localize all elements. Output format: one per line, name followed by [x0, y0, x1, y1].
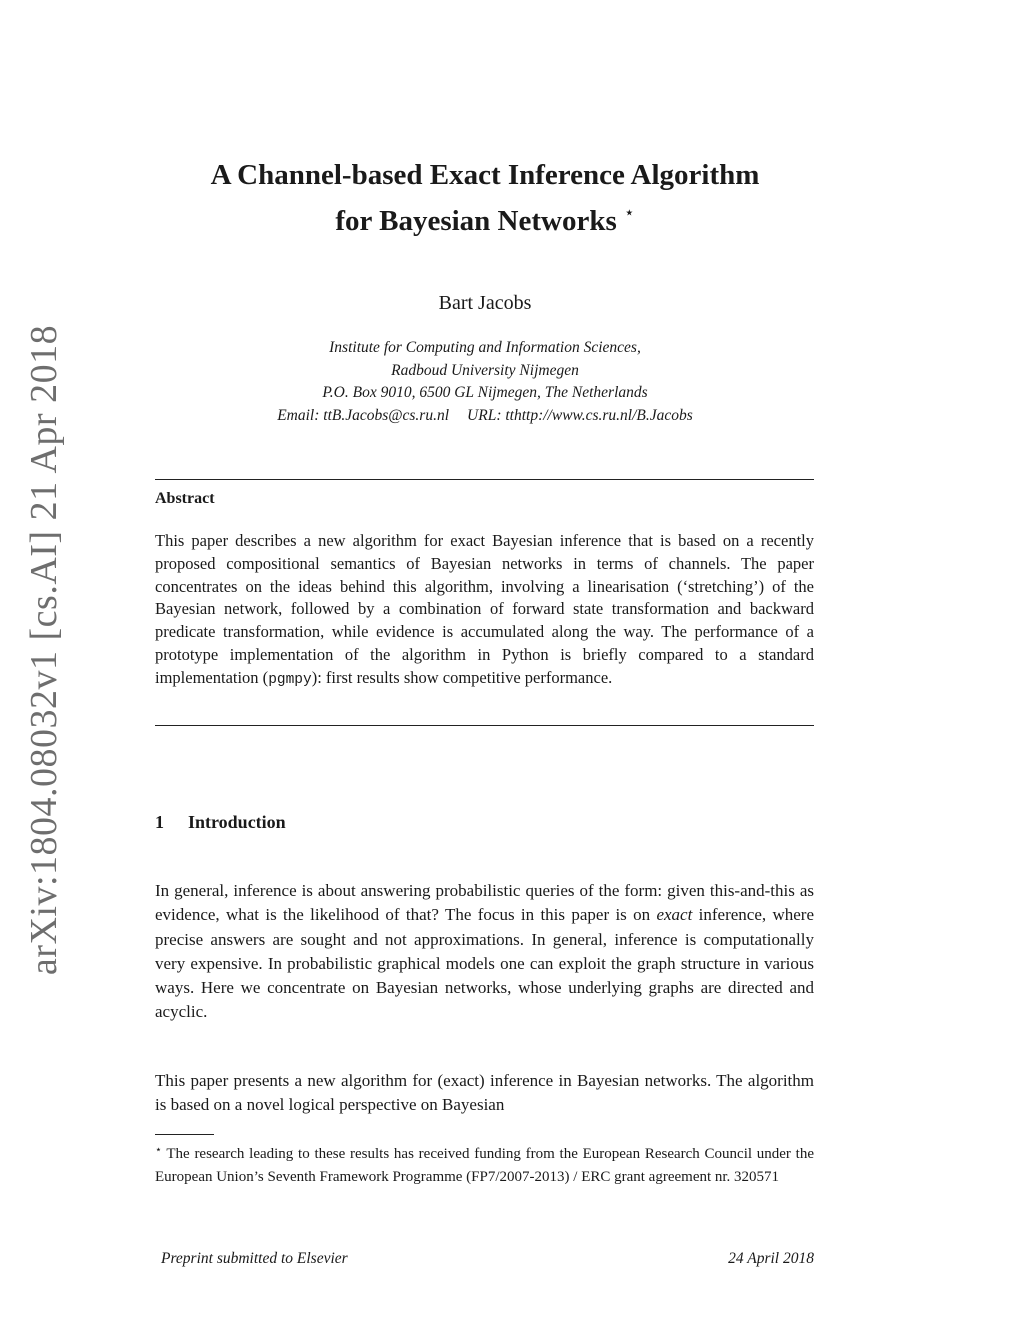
- intro-p1-emphasis: exact: [656, 905, 693, 925]
- affiliation-line-3: P.O. Box 9010, 6500 GL Nijmegen, The Netherlands: [322, 384, 648, 401]
- intro-paragraph-2: This paper presents a new algorithm for (exact) inference in Bayesian networks. The algorithm is based on a novel logical perspective on Bayesian: [155, 1071, 814, 1115]
- abstract-body: [155, 530, 814, 692]
- intro-p1-text-b: inference, where precise answers are sought and not approximations. In general, inference is computationally very expensive. In probabilistic graphical models one can exploit the graph structure in various ways. Here we concentrate on Bayesian networks, whose underlying graphs are directed and acyclic.: [155, 905, 815, 1022]
- footnote-rule: [155, 1134, 214, 1135]
- footer-preprint-note: Preprint submitted to Elsevier: [161, 1250, 348, 1267]
- title-line-2-text: for Bayesian Networks: [335, 205, 617, 237]
- footnote-text: The research leading to these results has received funding from the European Research Council under the European Union’s Seventh Framework Programme (FP7/2007-2013) / ERC grant agreement nr. 320571: [155, 1146, 814, 1185]
- author-email: Email: ttB.Jacobs@cs.ru.nl: [277, 406, 450, 424]
- abstract-bottom-rule: [155, 725, 814, 726]
- footnote: [155, 1139, 814, 1189]
- footnote-marker: ⋆: [155, 1144, 162, 1156]
- paper-title: [150, 157, 820, 240]
- author-url: URL: tthttp://www.cs.ru.nl/B.Jacobs: [467, 406, 693, 424]
- title-footnote-marker: ⋆: [623, 203, 635, 222]
- abstract-top-rule: [155, 479, 814, 480]
- abstract-heading: Abstract: [155, 490, 215, 507]
- section-number: 1: [155, 812, 164, 832]
- abstract-text-part-1: This paper describes a new algorithm for exact Bayesian inference that is based on a recently proposed compositional semantics of Bayesian networks in terms of channels. The paper concentrates on the ideas behind this algorithm, involving a linearisation (‘stretching’) of the Bayesian network, followed by a combination of forward state transformation and backward predicate transformation, while evidence is accumulated along the way. The performance of a prototype implementation of the algorithm in Python is briefly compared to a standard implementation (: [155, 531, 814, 687]
- affiliation-line-1: Institute for Computing and Information Sciences,: [329, 339, 641, 356]
- footer-date: 24 April 2018: [728, 1250, 814, 1267]
- abstract-text-part-2: ): first results show competitive performance.: [311, 667, 613, 687]
- abstract-code-pgmpy: pgmpy: [268, 671, 312, 688]
- section-title: Introduction: [188, 812, 286, 832]
- author-affiliation: [150, 337, 820, 427]
- affiliation-contact: [150, 405, 820, 428]
- affiliation-line-2: Radboud University Nijmegen: [391, 361, 579, 379]
- arxiv-identifier-text: arXiv:1804.08032v1 [cs.AI] 21 Apr 2018: [23, 324, 65, 976]
- title-line-1: A Channel-based Exact Inference Algorithm: [210, 159, 760, 191]
- title-line-2: [150, 194, 820, 240]
- intro-paragraph-1: [155, 879, 814, 1025]
- intro-p1-text-a: In general, inference is about answering probabilistic queries of the form: given this-and-this as evidence, what is the likelihood of that? The focus in this paper is on: [155, 881, 814, 925]
- author-name: Bart Jacobs: [438, 292, 532, 314]
- section-heading-introduction: [155, 812, 286, 833]
